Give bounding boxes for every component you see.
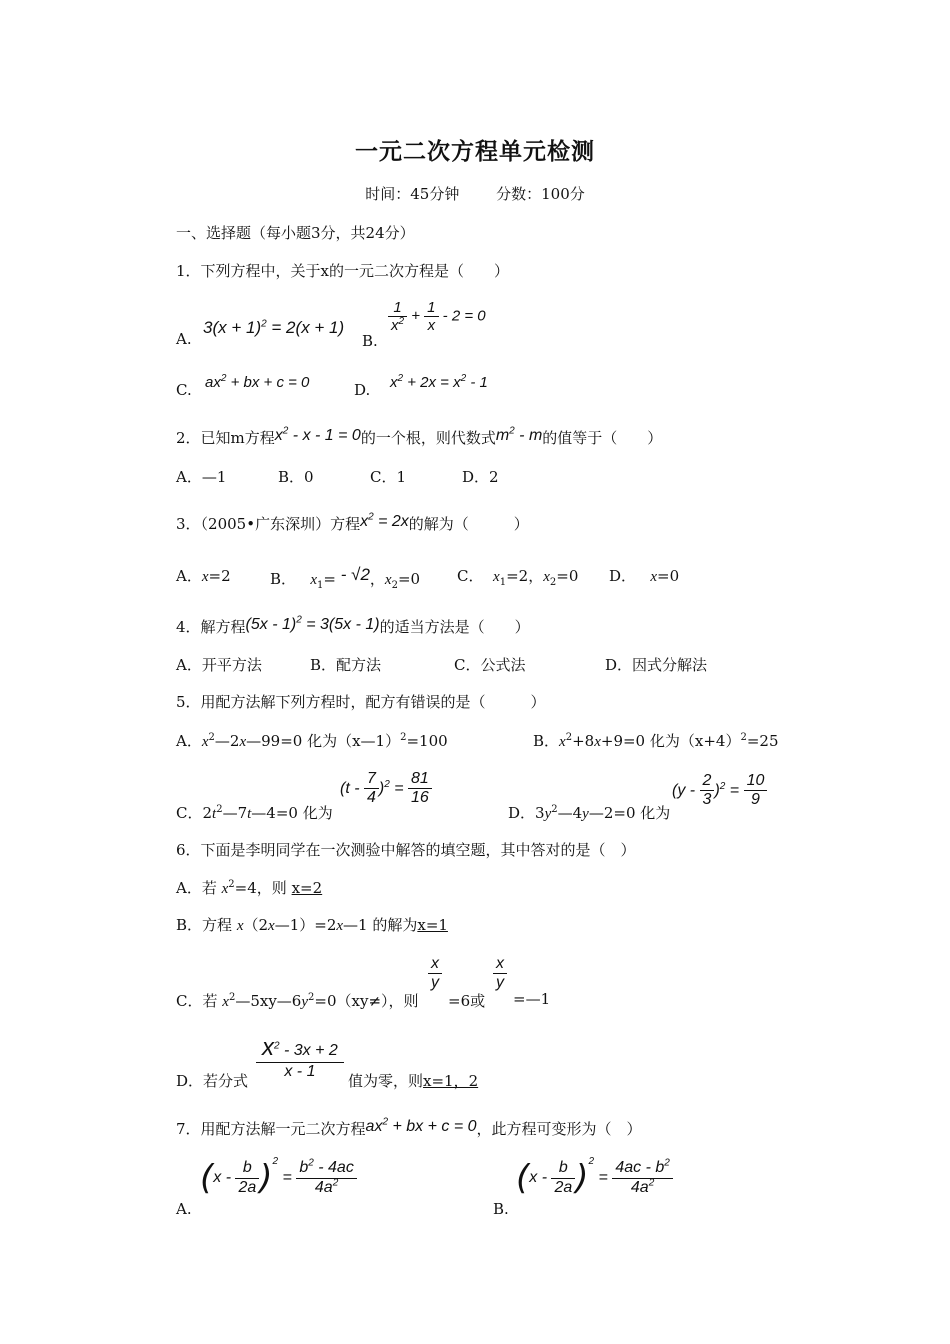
q6-a-pre: A．若 — [176, 879, 217, 897]
q3-stem-pre: 3．（2005•广东深圳）方程 — [176, 515, 361, 533]
q3-b-label: B． — [270, 570, 297, 588]
q5-d-text: 化为 — [640, 804, 671, 822]
q6-c-mid: （xy≠），则 — [336, 992, 419, 1010]
q7-stem-post: ，此方程可变形为（ ） — [476, 1120, 642, 1138]
q7-option-a-math: (x - $\frac{b}{2a}$ )$^2$ = $\frac{b^2 - 4ac}{4a^2}$ — [200, 1158, 357, 1198]
q4-equation: (5x - 1)$^2$ = 3(5x - 1) — [245, 614, 380, 633]
q4-option-d: D．因式分解法 — [605, 656, 708, 674]
q3-option-c: C． $x_1=2$，$x_2=0$ — [457, 567, 579, 588]
q6-b-mid: 的解为 — [372, 916, 418, 934]
q3-a-math: x — [201, 569, 209, 585]
q6-option-c: C．若 $x^2—5xy—6y^2=0(xy\ne)$，则 — [176, 992, 419, 1010]
q1-option-b-label: B. — [362, 332, 378, 350]
q3-d-label: D． — [609, 567, 637, 585]
q7-option-b-label: B. — [493, 1200, 509, 1218]
q6-d-answer: x=1，2 — [423, 1072, 479, 1090]
q6-d-text — [348, 1070, 478, 1091]
q5-option-c: C．$2t^2—7t—4=0$ 化为 — [176, 804, 333, 822]
q1-option-b-math: $\frac{1}{x^2}$ + $\frac{1}{x}$ - 2 = 0 — [388, 299, 486, 335]
question-3 — [176, 513, 529, 534]
q6-c-fraction-1: $\frac{x}{y}$ — [428, 955, 442, 993]
q2-option-b: B．0 — [278, 468, 314, 486]
q2-option-c: C．1 — [370, 468, 407, 486]
q6-option-d: D．若分式 — [176, 1072, 249, 1090]
q4-option-b: B．配方法 — [310, 656, 382, 674]
q6-c-pre: C．若 — [176, 992, 218, 1010]
q5-option-c-math: (t - $\frac{7}{4}$ )$^2$ = $\frac{81}{16}$ — [340, 770, 432, 808]
q4-option-c: C．公式法 — [454, 656, 526, 674]
q5-a-val: =100 — [406, 732, 448, 750]
q2-expression: $m^2$ - m — [495, 425, 543, 444]
q3-option-a: A．x=2 — [176, 567, 231, 585]
q1-option-a-label: A. — [176, 330, 192, 348]
q5-b-val: =25 — [746, 732, 779, 750]
q5-option-d-math: (y - $\frac{2}{3}$ )$^2$ = $\frac{10}{9}$ — [672, 772, 767, 810]
exam-score: 分数：100分 — [496, 185, 585, 203]
page-title: 一元二次方程单元检测 — [355, 138, 595, 165]
q6-b-answer: x=1 — [417, 916, 448, 934]
q6-c-value-1: =6或 — [448, 992, 486, 1010]
q7-option-a-label: A. — [176, 1200, 192, 1218]
q6-a-mid: ，则 — [256, 879, 287, 897]
q3-a-label: A． — [176, 567, 202, 585]
q7-option-b-math: (x - $\frac{b}{2a}$ )$^2$ = $\frac{4ac - b^2}{4a^2}$ — [516, 1158, 673, 1198]
question-6: 6．下面是李明同学在一次测验中解答的填空题，其中答对的是（ ） — [176, 841, 636, 859]
q6-option-b: B．方程 x（2x—1）=2x—1 的解为x=1 — [176, 916, 448, 934]
q5-option-d: D．$3y^2—4y—2=0$ 化为 — [508, 804, 671, 822]
exam-info — [0, 183, 950, 204]
q5-option-b: B．$x^2+8x+9=0$ 化为$(x+4)^2=25$ — [533, 732, 779, 750]
question-4 — [176, 616, 530, 637]
q1-option-d-label: D. — [354, 381, 371, 399]
q6-c-value-2: =—1 — [513, 990, 551, 1008]
q1-option-c-math: $ax^2$ + bx + c = 0 — [205, 373, 310, 391]
q4-stem-post: 的适当方法是（ ） — [379, 618, 530, 636]
question-1: 1．下列方程中，关于x的一元二次方程是（ ） — [176, 262, 510, 280]
q5-b-text: 化为（x+4） — [649, 732, 741, 750]
q2-stem-pre: 2．已知m方程 — [176, 429, 275, 447]
q5-a-text: 化为（x—1） — [307, 732, 401, 750]
q5-c-text: 化为 — [302, 804, 333, 822]
q5-option-a: A．$x^2—2x—99=0$ 化为（x—1）$^2$=100 — [176, 732, 448, 750]
q1-option-d-math: $x^2 + 2x = x^2 - 1$ — [390, 373, 488, 391]
q7-stem-pre: 7．用配方法解一元二次方程 — [176, 1120, 366, 1138]
q2-equation: $x^2 - x - 1 = 0$ — [274, 425, 361, 444]
q6-d-mid: 值为零，则 — [348, 1072, 424, 1090]
q6-a-answer: x=2 — [291, 879, 323, 897]
q3-equation: $x^2 = 2x$ — [360, 511, 409, 530]
q6-b-pre: B．方程 — [176, 916, 233, 934]
q2-stem-post: 的值等于（ ） — [542, 429, 663, 447]
q3-stem-post: 的解为（ ） — [408, 515, 529, 533]
q6-c-fraction-2: $\frac{x}{y}$ — [493, 955, 507, 993]
q1-option-a-math: $3(x + 1)^2 = 2(x + 1)$ — [203, 318, 345, 337]
q3-option-d: D． x=0 — [609, 567, 680, 585]
q3-option-b: B． $x_1= - √2$，$x_2=0$ — [270, 565, 421, 591]
exam-time: 时间：45分钟 — [365, 185, 460, 203]
section-heading: 一、选择题（每小题3分，共24分） — [176, 224, 415, 242]
q7-equation: $ax^2$ + bx + c = 0 — [365, 1116, 477, 1135]
q4-stem-pre: 4．解方程 — [176, 618, 246, 636]
q2-option-a: A．—1 — [176, 468, 227, 486]
q1-option-c-label: C. — [176, 381, 192, 399]
q6-option-a: A．若 $x^2=4$，则 x=2 — [176, 879, 323, 897]
q4-option-a: A．开平方法 — [176, 656, 262, 674]
q2-stem-mid: 的一个根，则代数式 — [360, 429, 496, 447]
q3-c-label: C． — [457, 567, 484, 585]
question-7 — [176, 1118, 642, 1139]
question-5: 5．用配方法解下列方程时，配方有错误的是（ ） — [176, 693, 546, 711]
q2-option-d: D．2 — [462, 468, 499, 486]
q6-d-fraction: $\frac{x^2 - 3x + 2}{x - 1}$ — [256, 1034, 344, 1081]
question-2 — [176, 427, 662, 448]
